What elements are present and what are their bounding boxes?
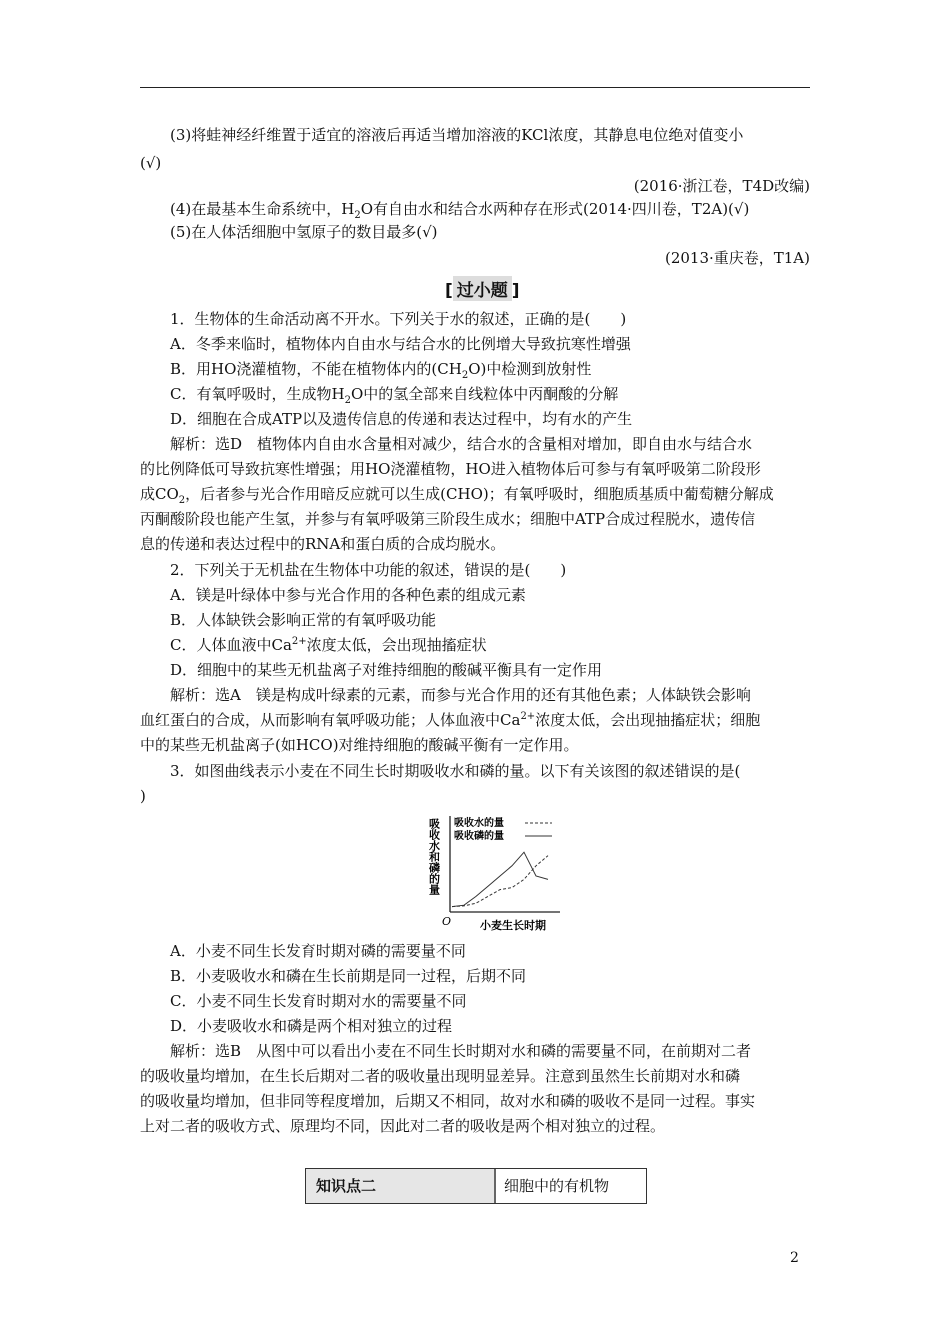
q3-stem-end: ) xyxy=(140,787,146,805)
knowledge-point-box xyxy=(305,1168,647,1204)
series-water-line xyxy=(452,856,548,907)
q3-explain-4: 上对二者的吸收方式、原理均不同，因此对二者的吸收是两个相对独立的过程。 xyxy=(140,1117,666,1135)
q1-explain-1: 解析：选D 植物体内自由水含量相对减少，结合水的含量相对增加，即自由水与结合水 xyxy=(170,435,753,453)
q1-option-a: A．冬季来临时，植物体内自由水与结合水的比例增大导致抗寒性增强 xyxy=(170,335,631,353)
q1-stem: 1．生物体的生命活动离不开水。下列关于水的叙述，正确的是( ) xyxy=(170,310,627,328)
water-phosphorus-chart xyxy=(420,812,570,937)
q1-option-d: D．细胞在合成ATP以及遗传信息的传递和表达过程中，均有水的产生 xyxy=(170,410,633,428)
item-5-source: (2013·重庆卷，T1A) xyxy=(664,249,810,267)
q3-explain-1: 解析：选B 从图中可以看出小麦在不同生长时期对水和磷的需要量不同，在前期对二者 xyxy=(170,1042,752,1060)
x-axis-label: 小麦生长时期 xyxy=(480,919,546,932)
q2-option-c: C．人体血液中$Ca^{2+}$浓度太低，会出现抽搐症状 xyxy=(170,636,487,654)
q3-stem: 3．如图曲线表示小麦在不同生长时期吸收水和磷的量。以下有关该图的叙述错误的是( xyxy=(170,762,741,780)
q3-explain-3: 的吸收量均增加，但非同等程度增加，后期又不相同，故对水和磷的吸收不是同一过程。事实 xyxy=(140,1092,756,1110)
q2-option-b: B．人体缺铁会影响正常的有氧呼吸功能 xyxy=(170,611,437,629)
knowledge-point-label: 知识点二 xyxy=(306,1169,496,1203)
q3-option-b: B．小麦吸收水和磷在生长前期是同一过程，后期不同 xyxy=(170,967,527,985)
q2-explain-3: 中的某些无机盐离子(如HCO)对维持细胞的酸碱平衡有一定作用。 xyxy=(140,736,579,754)
q3-option-a: A．小麦不同生长发育时期对磷的需要量不同 xyxy=(170,942,466,960)
q3-explain-2: 的吸收量均增加，在生长后期对二者的吸收量出现明显差异。注意到虽然生长前期对水和磷 xyxy=(140,1067,741,1085)
q3-option-d: D．小麦吸收水和磷是两个相对独立的过程 xyxy=(170,1017,453,1035)
q2-explain-1: 解析：选A 镁是构成叶绿素的元素，而参与光合作用的还有其他色素；人体缺铁会影响 xyxy=(170,686,751,704)
page-number: 2 xyxy=(790,1250,799,1266)
q1-option-b: B．用HO浇灌植物，不能在植物体内的$(CH_2O)$中检测到放射性 xyxy=(170,360,592,381)
header-rule xyxy=(140,87,810,88)
section-tag: [ 过小题 ] xyxy=(445,276,520,301)
q2-explain-2: 血红蛋白的合成，从而影响有氧呼吸功能；人体血液中$Ca^{2+}$浓度太低，会出现抽搐症状；细胞 xyxy=(140,711,761,729)
q1-explain-4: 丙酮酸阶段也能产生氢，并参与有氧呼吸第三阶段生成水；细胞中ATP合成过程脱水，遗传信 xyxy=(140,510,756,528)
q2-option-d: D．细胞中的某些无机盐离子对维持细胞的酸碱平衡具有一定作用 xyxy=(170,661,603,679)
item-4: (4)在最基本生命系统中，$H_2O$有自由水和结合水两种存在形式(2014·四川卷，T2A)(√) xyxy=(170,200,750,221)
item-3: (3)将蛙神经纤维置于适宜的溶液后再适当增加溶液的KCl浓度，其静息电位绝对值变小 xyxy=(170,126,744,144)
q1-explain-2: 的比例降低可导致抗寒性增强；用HO浇灌植物，HO进入植物体后可参与有氧呼吸第二阶段形 xyxy=(140,460,761,478)
y-axis-label: 吸收水和磷的量 xyxy=(427,818,441,895)
knowledge-point-title: 细胞中的有机物 xyxy=(504,1177,610,1195)
legend-water-label: 吸收水的量 xyxy=(454,818,504,829)
item-5: (5)在人体活细胞中氢原子的数目最多(√) xyxy=(170,223,438,241)
q1-option-c: C．有氧呼吸时，生成物$H_2O$中的氢全部来自线粒体中丙酮酸的分解 xyxy=(170,385,619,406)
item-3-source: (2016·浙江卷，T4D改编) xyxy=(633,177,810,195)
q1-explain-5: 息的传递和表达过程中的RNA和蛋白质的合成均脱水。 xyxy=(140,535,506,553)
legend-phosphorus-label: 吸收磷的量 xyxy=(454,831,504,842)
q3-option-c: C．小麦不同生长发育时期对水的需要量不同 xyxy=(170,992,467,1010)
q2-stem: 2．下列关于无机盐在生物体中功能的叙述，错误的是( ) xyxy=(170,561,567,579)
q2-option-a: A．镁是叶绿体中参与光合作用的各种色素的组成元素 xyxy=(170,586,526,604)
series-phosphorus-line xyxy=(452,852,548,906)
q1-explain-3: 成$CO_2$，后者参与光合作用暗反应就可以生成(CHO)；有氧呼吸时，细胞质基质中葡萄糖分解成 xyxy=(140,485,774,506)
origin-label: O xyxy=(442,915,452,928)
item-3-mark: (√) xyxy=(140,154,162,172)
